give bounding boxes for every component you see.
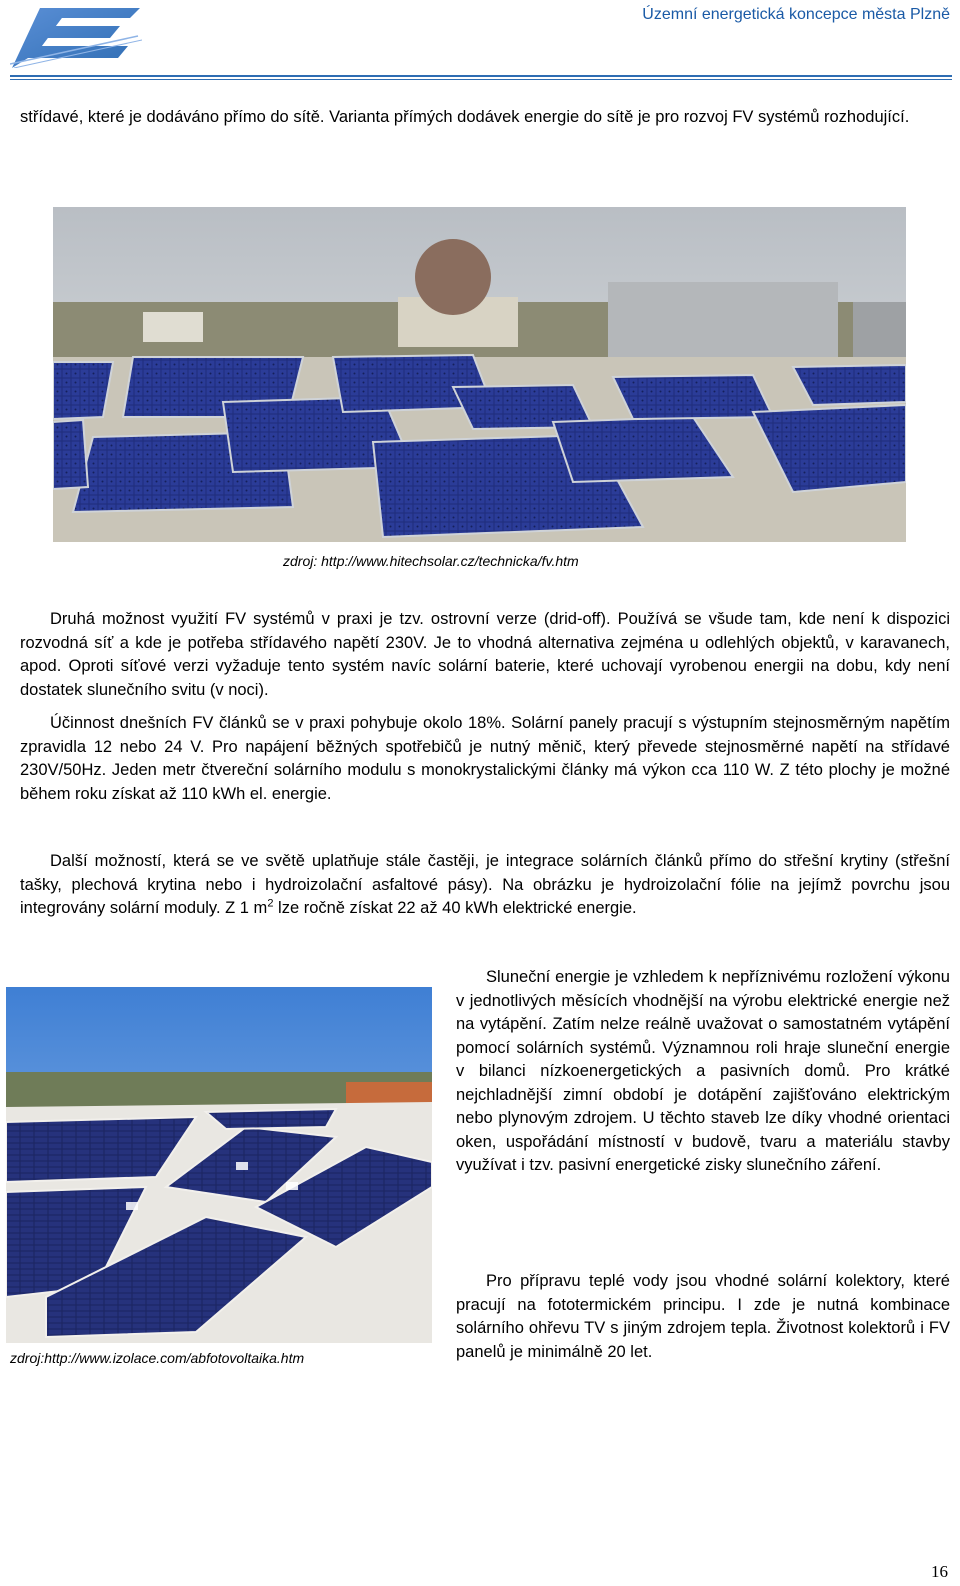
paragraph-solar-heating: Sluneční energie je vzhledem k nepříznivému rozložení výkonu v jednotlivých měsících vhodnější na výrobu elektrické energie než na vytápění. Zatím nelze reálně uvažovat o samostatném vytápění pomocí solárních systémů. Významnou roli hraje sluneční energie v bilanci nízkoenergetických a pasivních domů. Pro krátké nejchladnější zimní období je dotápění zajišťováno elektrickým nebo plynovým zdrojem. U těchto staveb lze díky vhodné orientaci oken, uspořádání místností v budově, tvaru a materiálu stavby využívat i tzv. pasivní energetické zisky slunečního záření.	[456, 968, 950, 1174]
paragraph-island-version: Druhá možnost využití FV systémů v praxi je tzv. ostrovní verze (drid-off). Používá se všude tam, kde není k dispozici rozvodná síť a kde je potřeba střídavého napětí 230V. Je to vhodná alternativa zejména u odlehlých objektů, v karavanech, apod. Oproti síťové verzi vyžaduje tento systém navíc solární baterie, které uchovají vyrobenou energii na dobu, kdy není dostatek slunečního svitu (v noci).	[20, 610, 950, 699]
square-meter-superscript: 2	[267, 897, 274, 910]
figure2-caption: zdroj:http://www.izolace.com/abfotovoltaika.htm	[10, 1350, 305, 1366]
company-logo-e-icon	[10, 6, 142, 68]
paragraph-roof-integration	[20, 850, 950, 921]
solar-panels-photo	[53, 207, 906, 542]
header-rule-thin	[10, 79, 952, 80]
paragraph-hot-water: Pro přípravu teplé vody jsou vhodné solární kolektory, které pracují na fototermickém principu. I zde je nutná kombinace solárního ohřevu TV s jiným zdrojem tepla. Životnost kolektorů i FV panelů je minimálně 20 let.	[456, 1272, 950, 1361]
intro-paragraph: střídavé, které je dodáváno přímo do sítě. Varianta přímých dodávek energie do sítě je pro rozvoj FV systémů rozhodující.	[20, 108, 910, 126]
paragraph-roof-integration-text: Další možností, která se ve světě uplatňuje stále častěji, je integrace solárních článků přímo do střešní krytiny (střešní tašky, plechová krytina nebo i hydroizolační asfaltové pásy). Na obrázku je hydroizolační fólie na jejímž povrchu jsou integrovány solární moduly. Z 1 m	[20, 852, 950, 917]
header-title: Územní energetická koncepce města Plzně	[642, 6, 950, 23]
solar-roof-photo	[6, 987, 432, 1343]
paragraph-efficiency: Účinnost dnešních FV článků se v praxi pohybuje okolo 18%. Solární panely pracují s výstupním stejnosměrným napětím zpravidla 12 nebo 24 V. Pro napájení běžných spotřebičů je nutný měnič, který převede stejnosměrné napětí na střídavé 230V/50Hz. Jeden metr čtvereční solárního modulu s monokrystalickými články má výkon cca 110 W. Z této plochy je možné během roku získat až 110 kWh el. energie.	[20, 714, 950, 803]
page-number: 16	[931, 1562, 948, 1581]
header-rule	[10, 75, 952, 77]
paragraph-roof-integration-end: lze ročně získat 22 až 40 kWh elektrické energie.	[273, 899, 637, 917]
figure1-caption: zdroj: http://www.hitechsolar.cz/technicka/fv.htm	[283, 553, 579, 569]
